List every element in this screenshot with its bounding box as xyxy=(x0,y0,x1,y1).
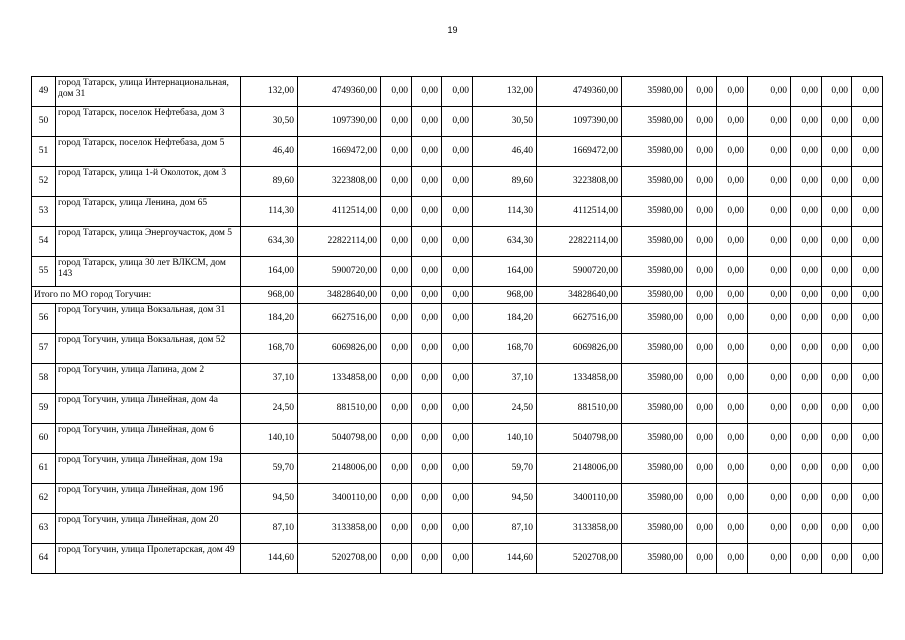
value-cell: 0,00 xyxy=(791,227,822,257)
value-cell: 0,00 xyxy=(791,77,822,107)
value-cell: 0,00 xyxy=(748,197,791,227)
value-cell: 0,00 xyxy=(791,364,822,394)
value-cell: 0,00 xyxy=(717,257,748,287)
value-cell: 0,00 xyxy=(717,514,748,544)
value-cell: 0,00 xyxy=(791,304,822,334)
value-cell: 0,00 xyxy=(381,227,412,257)
value-cell: 35980,00 xyxy=(622,484,687,514)
value-cell: 37,10 xyxy=(241,364,298,394)
value-cell: 0,00 xyxy=(748,364,791,394)
value-cell: 0,00 xyxy=(822,137,852,167)
value-cell: 5900720,00 xyxy=(537,257,622,287)
value-cell: 1669472,00 xyxy=(298,137,381,167)
page-number: 19 xyxy=(447,25,458,35)
row-number: 53 xyxy=(32,197,56,227)
value-cell: 0,00 xyxy=(748,304,791,334)
value-cell: 0,00 xyxy=(687,257,717,287)
value-cell: 968,00 xyxy=(241,287,298,304)
value-cell: 0,00 xyxy=(717,334,748,364)
value-cell: 0,00 xyxy=(852,137,883,167)
address-cell: город Татарск, улица 1-й Околоток, дом 3 xyxy=(56,167,241,197)
value-cell: 0,00 xyxy=(748,287,791,304)
value-cell: 6627516,00 xyxy=(298,304,381,334)
value-cell: 0,00 xyxy=(442,364,473,394)
value-cell: 0,00 xyxy=(442,287,473,304)
value-cell: 0,00 xyxy=(412,287,442,304)
value-cell: 0,00 xyxy=(852,167,883,197)
value-cell: 4112514,00 xyxy=(537,197,622,227)
value-cell: 46,40 xyxy=(473,137,537,167)
value-cell: 0,00 xyxy=(412,197,442,227)
value-cell: 0,00 xyxy=(412,484,442,514)
address-cell: город Татарск, улица 30 лет ВЛКСМ, дом 143 xyxy=(56,257,241,287)
value-cell: 0,00 xyxy=(852,257,883,287)
table-body xyxy=(32,77,883,574)
value-cell: 0,00 xyxy=(442,484,473,514)
row-number: 59 xyxy=(32,394,56,424)
value-cell: 0,00 xyxy=(852,544,883,574)
table-row xyxy=(32,364,883,394)
value-cell: 140,10 xyxy=(473,424,537,454)
value-cell: 24,50 xyxy=(241,394,298,424)
value-cell: 0,00 xyxy=(442,454,473,484)
table-row xyxy=(32,197,883,227)
value-cell: 0,00 xyxy=(748,107,791,137)
row-number: 55 xyxy=(32,257,56,287)
value-cell: 0,00 xyxy=(791,137,822,167)
table-row xyxy=(32,454,883,484)
value-cell: 0,00 xyxy=(852,334,883,364)
value-cell: 0,00 xyxy=(687,484,717,514)
value-cell: 0,00 xyxy=(381,544,412,574)
value-cell: 4749360,00 xyxy=(298,77,381,107)
value-cell: 35980,00 xyxy=(622,334,687,364)
value-cell: 3223808,00 xyxy=(298,167,381,197)
total-label: Итого по МО город Тогучин: xyxy=(32,287,241,304)
value-cell: 0,00 xyxy=(822,424,852,454)
value-cell: 0,00 xyxy=(412,514,442,544)
value-cell: 30,50 xyxy=(241,107,298,137)
table-row xyxy=(32,304,883,334)
value-cell: 881510,00 xyxy=(537,394,622,424)
value-cell: 0,00 xyxy=(687,334,717,364)
housing-registry-table xyxy=(31,76,883,574)
value-cell: 0,00 xyxy=(687,454,717,484)
value-cell: 0,00 xyxy=(381,107,412,137)
value-cell: 3133858,00 xyxy=(298,514,381,544)
row-number: 60 xyxy=(32,424,56,454)
value-cell: 0,00 xyxy=(381,364,412,394)
value-cell: 0,00 xyxy=(791,107,822,137)
table-row xyxy=(32,77,883,107)
value-cell: 0,00 xyxy=(442,514,473,544)
value-cell: 0,00 xyxy=(822,77,852,107)
address-cell: город Тогучин, улица Линейная, дом 4а xyxy=(56,394,241,424)
value-cell: 0,00 xyxy=(687,227,717,257)
table-row xyxy=(32,257,883,287)
value-cell: 0,00 xyxy=(822,227,852,257)
value-cell: 0,00 xyxy=(791,454,822,484)
value-cell: 0,00 xyxy=(852,364,883,394)
value-cell: 1669472,00 xyxy=(537,137,622,167)
value-cell: 0,00 xyxy=(791,334,822,364)
value-cell: 0,00 xyxy=(852,107,883,137)
value-cell: 0,00 xyxy=(412,257,442,287)
address-cell: город Татарск, поселок Нефтебаза, дом 5 xyxy=(56,137,241,167)
row-number: 64 xyxy=(32,544,56,574)
row-number: 49 xyxy=(32,77,56,107)
value-cell: 0,00 xyxy=(717,364,748,394)
value-cell: 114,30 xyxy=(473,197,537,227)
address-cell: город Тогучин, улица Линейная, дом 20 xyxy=(56,514,241,544)
value-cell: 968,00 xyxy=(473,287,537,304)
table-total-row xyxy=(32,287,883,304)
value-cell: 0,00 xyxy=(748,424,791,454)
value-cell: 140,10 xyxy=(241,424,298,454)
value-cell: 0,00 xyxy=(717,77,748,107)
value-cell: 35980,00 xyxy=(622,304,687,334)
value-cell: 0,00 xyxy=(717,227,748,257)
value-cell: 4112514,00 xyxy=(298,197,381,227)
table-row xyxy=(32,334,883,364)
address-cell: город Тогучин, улица Линейная, дом 19а xyxy=(56,454,241,484)
value-cell: 0,00 xyxy=(687,304,717,334)
address-cell: город Татарск, поселок Нефтебаза, дом 3 xyxy=(56,107,241,137)
value-cell: 0,00 xyxy=(822,107,852,137)
value-cell: 0,00 xyxy=(442,424,473,454)
value-cell: 0,00 xyxy=(717,287,748,304)
value-cell: 22822114,00 xyxy=(537,227,622,257)
value-cell: 0,00 xyxy=(748,394,791,424)
value-cell: 0,00 xyxy=(852,514,883,544)
value-cell: 59,70 xyxy=(241,454,298,484)
value-cell: 0,00 xyxy=(687,197,717,227)
value-cell: 0,00 xyxy=(412,304,442,334)
value-cell: 6627516,00 xyxy=(537,304,622,334)
value-cell: 0,00 xyxy=(791,424,822,454)
value-cell: 22822114,00 xyxy=(298,227,381,257)
row-number: 50 xyxy=(32,107,56,137)
value-cell: 0,00 xyxy=(791,544,822,574)
value-cell: 0,00 xyxy=(442,77,473,107)
value-cell: 0,00 xyxy=(412,227,442,257)
value-cell: 0,00 xyxy=(381,514,412,544)
table-row xyxy=(32,484,883,514)
value-cell: 5900720,00 xyxy=(298,257,381,287)
value-cell: 0,00 xyxy=(791,394,822,424)
value-cell: 0,00 xyxy=(852,454,883,484)
value-cell: 0,00 xyxy=(381,77,412,107)
value-cell: 0,00 xyxy=(381,484,412,514)
value-cell: 0,00 xyxy=(442,197,473,227)
value-cell: 0,00 xyxy=(748,167,791,197)
value-cell: 0,00 xyxy=(687,167,717,197)
address-cell: город Тогучин, улица Вокзальная, дом 31 xyxy=(56,304,241,334)
value-cell: 89,60 xyxy=(241,167,298,197)
address-cell: город Тогучин, улица Линейная, дом 19б xyxy=(56,484,241,514)
value-cell: 0,00 xyxy=(822,364,852,394)
value-cell: 1097390,00 xyxy=(298,107,381,137)
value-cell: 1097390,00 xyxy=(537,107,622,137)
value-cell: 0,00 xyxy=(852,304,883,334)
address-cell: город Татарск, улица Ленина, дом 65 xyxy=(56,197,241,227)
value-cell: 6069826,00 xyxy=(537,334,622,364)
value-cell: 0,00 xyxy=(687,544,717,574)
value-cell: 0,00 xyxy=(412,394,442,424)
value-cell: 0,00 xyxy=(442,304,473,334)
address-cell: город Тогучин, улица Пролетарская, дом 49 xyxy=(56,544,241,574)
value-cell: 0,00 xyxy=(852,394,883,424)
value-cell: 1334858,00 xyxy=(298,364,381,394)
value-cell: 0,00 xyxy=(852,197,883,227)
value-cell: 144,60 xyxy=(473,544,537,574)
value-cell: 94,50 xyxy=(241,484,298,514)
row-number: 57 xyxy=(32,334,56,364)
row-number: 52 xyxy=(32,167,56,197)
value-cell: 0,00 xyxy=(381,304,412,334)
value-cell: 0,00 xyxy=(717,197,748,227)
value-cell: 34828640,00 xyxy=(298,287,381,304)
value-cell: 0,00 xyxy=(748,227,791,257)
value-cell: 0,00 xyxy=(687,424,717,454)
value-cell: 164,00 xyxy=(241,257,298,287)
table-row xyxy=(32,137,883,167)
address-cell: город Татарск, улица Интернациональная, дом 31 xyxy=(56,77,241,107)
value-cell: 35980,00 xyxy=(622,514,687,544)
value-cell: 6069826,00 xyxy=(298,334,381,364)
address-cell: город Татарск, улица Энергоучасток, дом 5 xyxy=(56,227,241,257)
value-cell: 0,00 xyxy=(442,167,473,197)
value-cell: 0,00 xyxy=(791,257,822,287)
value-cell: 0,00 xyxy=(822,197,852,227)
value-cell: 0,00 xyxy=(381,334,412,364)
value-cell: 0,00 xyxy=(412,544,442,574)
value-cell: 24,50 xyxy=(473,394,537,424)
row-number: 58 xyxy=(32,364,56,394)
value-cell: 0,00 xyxy=(852,484,883,514)
value-cell: 0,00 xyxy=(822,454,852,484)
value-cell: 184,20 xyxy=(473,304,537,334)
row-number: 63 xyxy=(32,514,56,544)
value-cell: 0,00 xyxy=(852,424,883,454)
value-cell: 0,00 xyxy=(687,394,717,424)
value-cell: 35980,00 xyxy=(622,227,687,257)
value-cell: 87,10 xyxy=(241,514,298,544)
value-cell: 0,00 xyxy=(412,77,442,107)
address-cell: город Тогучин, улица Вокзальная, дом 52 xyxy=(56,334,241,364)
value-cell: 30,50 xyxy=(473,107,537,137)
value-cell: 0,00 xyxy=(687,77,717,107)
value-cell: 0,00 xyxy=(822,334,852,364)
value-cell: 634,30 xyxy=(473,227,537,257)
value-cell: 0,00 xyxy=(748,544,791,574)
value-cell: 0,00 xyxy=(822,257,852,287)
value-cell: 0,00 xyxy=(442,137,473,167)
value-cell: 0,00 xyxy=(717,454,748,484)
value-cell: 0,00 xyxy=(687,137,717,167)
value-cell: 37,10 xyxy=(473,364,537,394)
value-cell: 0,00 xyxy=(412,454,442,484)
value-cell: 35980,00 xyxy=(622,77,687,107)
value-cell: 184,20 xyxy=(241,304,298,334)
value-cell: 0,00 xyxy=(717,484,748,514)
table-row xyxy=(32,227,883,257)
value-cell: 0,00 xyxy=(748,77,791,107)
table-row xyxy=(32,544,883,574)
value-cell: 1334858,00 xyxy=(537,364,622,394)
value-cell: 881510,00 xyxy=(298,394,381,424)
value-cell: 35980,00 xyxy=(622,137,687,167)
value-cell: 0,00 xyxy=(822,544,852,574)
value-cell: 132,00 xyxy=(241,77,298,107)
value-cell: 0,00 xyxy=(822,304,852,334)
value-cell: 0,00 xyxy=(717,544,748,574)
value-cell: 168,70 xyxy=(473,334,537,364)
value-cell: 0,00 xyxy=(442,107,473,137)
value-cell: 0,00 xyxy=(381,167,412,197)
value-cell: 114,30 xyxy=(241,197,298,227)
value-cell: 46,40 xyxy=(241,137,298,167)
row-number: 51 xyxy=(32,137,56,167)
value-cell: 164,00 xyxy=(473,257,537,287)
value-cell: 0,00 xyxy=(687,364,717,394)
value-cell: 35980,00 xyxy=(622,544,687,574)
value-cell: 0,00 xyxy=(412,334,442,364)
value-cell: 0,00 xyxy=(687,287,717,304)
value-cell: 0,00 xyxy=(717,167,748,197)
value-cell: 5040798,00 xyxy=(537,424,622,454)
value-cell: 0,00 xyxy=(381,287,412,304)
value-cell: 34828640,00 xyxy=(537,287,622,304)
address-cell: город Тогучин, улица Линейная, дом 6 xyxy=(56,424,241,454)
row-number: 61 xyxy=(32,454,56,484)
value-cell: 3400110,00 xyxy=(298,484,381,514)
value-cell: 3223808,00 xyxy=(537,167,622,197)
value-cell: 0,00 xyxy=(717,107,748,137)
value-cell: 0,00 xyxy=(412,137,442,167)
value-cell: 0,00 xyxy=(748,484,791,514)
value-cell: 35980,00 xyxy=(622,107,687,137)
value-cell: 89,60 xyxy=(473,167,537,197)
value-cell: 0,00 xyxy=(412,167,442,197)
value-cell: 0,00 xyxy=(381,197,412,227)
value-cell: 0,00 xyxy=(791,514,822,544)
row-number: 56 xyxy=(32,304,56,334)
value-cell: 0,00 xyxy=(822,167,852,197)
value-cell: 0,00 xyxy=(748,257,791,287)
value-cell: 0,00 xyxy=(791,287,822,304)
value-cell: 5202708,00 xyxy=(298,544,381,574)
value-cell: 0,00 xyxy=(852,287,883,304)
value-cell: 87,10 xyxy=(473,514,537,544)
value-cell: 0,00 xyxy=(717,424,748,454)
value-cell: 35980,00 xyxy=(622,394,687,424)
value-cell: 0,00 xyxy=(442,257,473,287)
value-cell: 0,00 xyxy=(791,167,822,197)
value-cell: 0,00 xyxy=(381,454,412,484)
value-cell: 35980,00 xyxy=(622,197,687,227)
value-cell: 35980,00 xyxy=(622,167,687,197)
value-cell: 0,00 xyxy=(717,304,748,334)
value-cell: 0,00 xyxy=(381,257,412,287)
value-cell: 634,30 xyxy=(241,227,298,257)
value-cell: 0,00 xyxy=(748,454,791,484)
value-cell: 59,70 xyxy=(473,454,537,484)
table-row xyxy=(32,514,883,544)
value-cell: 2148006,00 xyxy=(298,454,381,484)
value-cell: 4749360,00 xyxy=(537,77,622,107)
value-cell: 0,00 xyxy=(748,137,791,167)
value-cell: 35980,00 xyxy=(622,287,687,304)
value-cell: 0,00 xyxy=(748,514,791,544)
table-row xyxy=(32,394,883,424)
value-cell: 0,00 xyxy=(412,424,442,454)
address-cell: город Тогучин, улица Лапина, дом 2 xyxy=(56,364,241,394)
value-cell: 0,00 xyxy=(822,514,852,544)
value-cell: 0,00 xyxy=(687,514,717,544)
value-cell: 144,60 xyxy=(241,544,298,574)
value-cell: 0,00 xyxy=(412,107,442,137)
value-cell: 0,00 xyxy=(381,394,412,424)
value-cell: 0,00 xyxy=(412,364,442,394)
value-cell: 3133858,00 xyxy=(537,514,622,544)
value-cell: 0,00 xyxy=(791,197,822,227)
value-cell: 5202708,00 xyxy=(537,544,622,574)
value-cell: 35980,00 xyxy=(622,257,687,287)
value-cell: 0,00 xyxy=(381,137,412,167)
value-cell: 132,00 xyxy=(473,77,537,107)
value-cell: 0,00 xyxy=(791,484,822,514)
row-number: 62 xyxy=(32,484,56,514)
value-cell: 0,00 xyxy=(822,287,852,304)
value-cell: 0,00 xyxy=(442,394,473,424)
value-cell: 2148006,00 xyxy=(537,454,622,484)
value-cell: 0,00 xyxy=(822,394,852,424)
value-cell: 35980,00 xyxy=(622,454,687,484)
value-cell: 0,00 xyxy=(717,137,748,167)
value-cell: 94,50 xyxy=(473,484,537,514)
value-cell: 0,00 xyxy=(822,484,852,514)
row-number: 54 xyxy=(32,227,56,257)
value-cell: 35980,00 xyxy=(622,424,687,454)
value-cell: 0,00 xyxy=(442,334,473,364)
value-cell: 5040798,00 xyxy=(298,424,381,454)
table-row xyxy=(32,107,883,137)
value-cell: 0,00 xyxy=(717,394,748,424)
table-row xyxy=(32,167,883,197)
value-cell: 0,00 xyxy=(381,424,412,454)
value-cell: 0,00 xyxy=(442,544,473,574)
value-cell: 0,00 xyxy=(852,77,883,107)
value-cell: 0,00 xyxy=(748,334,791,364)
table-row xyxy=(32,424,883,454)
value-cell: 0,00 xyxy=(852,227,883,257)
value-cell: 0,00 xyxy=(687,107,717,137)
value-cell: 35980,00 xyxy=(622,364,687,394)
value-cell: 168,70 xyxy=(241,334,298,364)
value-cell: 0,00 xyxy=(442,227,473,257)
value-cell: 3400110,00 xyxy=(537,484,622,514)
